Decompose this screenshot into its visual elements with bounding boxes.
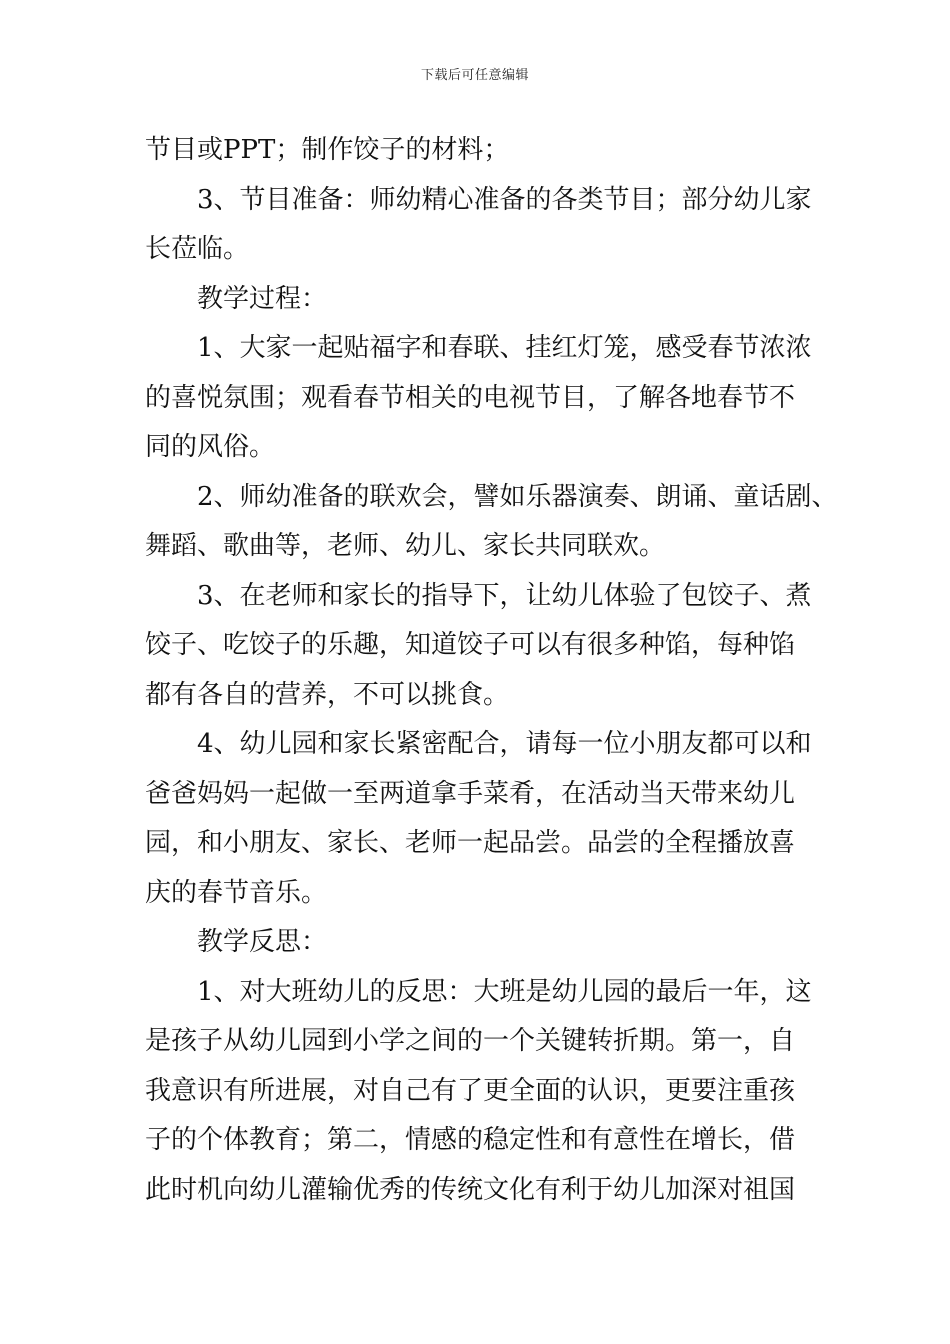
text-line: 2、师幼准备的联欢会，譬如乐器演奏、朗诵、童话剧、 xyxy=(197,481,838,512)
text-line: 3、节目准备：师幼精心准备的各类节目；部分幼儿家 xyxy=(197,184,812,215)
text-line: 子的个体教育；第二，情感的稳定性和有意性在增长，借 xyxy=(145,1125,796,1155)
text-line: 4、幼儿园和家长紧密配合，请每一位小朋友都可以和 xyxy=(197,729,812,759)
page-header: 下载后可任意编辑 xyxy=(420,68,529,83)
document-body xyxy=(145,126,838,1215)
text-line: 饺子、吃饺子的乐趣，知道饺子可以有很多种馅，每种馅 xyxy=(145,630,796,660)
text-line: 1、大家一起贴福字和春联、挂红灯笼，感受春节浓浓 xyxy=(197,333,812,363)
text-line: 节目或PPT；制作饺子的材料； xyxy=(145,135,510,165)
text-line: 都有各自的营养，不可以挑食。 xyxy=(145,679,510,710)
text-line: 是孩子从幼儿园到小学之间的一个关键转折期。第一，自 xyxy=(145,1026,796,1056)
text-line: 我意识有所进展，对自己有了更全面的认识，更要注重孩 xyxy=(145,1075,796,1106)
text-line: 长莅临。 xyxy=(145,234,250,264)
text-line: 3、在老师和家长的指导下，让幼儿体验了包饺子、煮 xyxy=(197,580,812,611)
text-line: 1、对大班幼儿的反思：大班是幼儿园的最后一年，这 xyxy=(197,976,812,1007)
text-line: 庆的春节音乐。 xyxy=(145,877,328,908)
text-line: 同的风俗。 xyxy=(145,432,276,462)
text-line: 此时机向幼儿灌输优秀的传统文化有利于幼儿加深对祖国 xyxy=(145,1174,796,1205)
text-line: 教学反思： xyxy=(197,927,328,957)
text-line: 的喜悦氛围；观看春节相关的电视节目，了解各地春节不 xyxy=(145,382,796,413)
text-line: 园，和小朋友、家长、老师一起品尝。品尝的全程播放喜 xyxy=(145,828,796,858)
text-line: 教学过程： xyxy=(197,283,328,314)
text-line: 舞蹈、歌曲等，老师、幼儿、家长共同联欢。 xyxy=(145,531,666,561)
text-line: 爸爸妈妈一起做一至两道拿手菜肴，在活动当天带来幼儿 xyxy=(145,778,796,809)
